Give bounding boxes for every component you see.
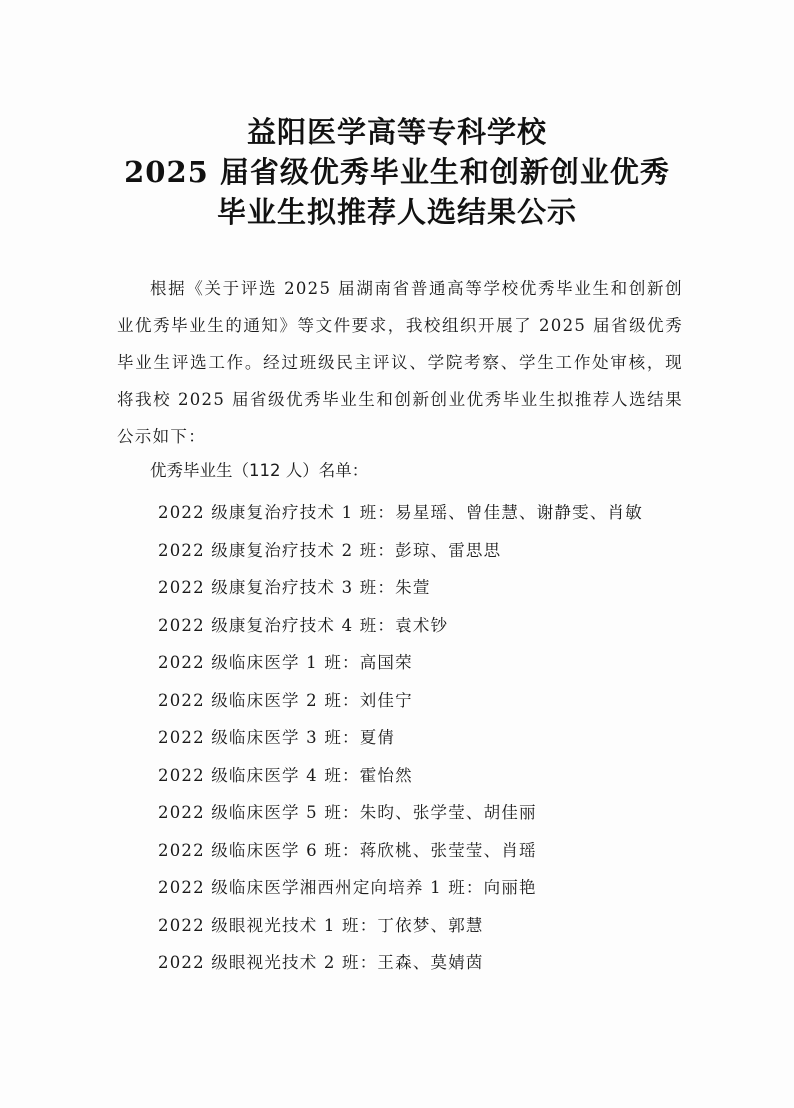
intro-section (117, 270, 683, 455)
list-item: 2022 级临床医学 3 班：夏倩 (158, 728, 396, 747)
list-item: 2022 级临床医学 6 班：蒋欣桃、张莹莹、肖瑶 (158, 840, 537, 860)
list-item: 2022 级眼视光技术 2 班：王森、莫婧茵 (158, 953, 484, 972)
title-line-award: 2025 届省级优秀毕业生和创新创业优秀 (124, 155, 670, 189)
list-item: 2022 级临床医学 4 班：霍怡然 (158, 765, 413, 785)
list-heading: 优秀毕业生（112 人）名单： (150, 461, 369, 480)
award-list (158, 494, 698, 982)
list-item: 2022 级康复治疗技术 1 班：易星瑶、曾佳慧、谢静雯、肖敏 (158, 503, 643, 522)
list-item: 2022 级临床医学 5 班：朱昀、张学莹、胡佳丽 (158, 803, 537, 822)
document-title (0, 112, 794, 232)
list-item: 2022 级康复治疗技术 4 班：袁术钞 (158, 615, 449, 635)
title-line-school: 益阳医学高等专科学校 (246, 115, 547, 149)
list-item: 2022 级临床医学 2 班：刘佳宁 (158, 690, 413, 710)
list-item: 2022 级临床医学湘西州定向培养 1 班：向丽艳 (158, 878, 537, 897)
list-item: 2022 级康复治疗技术 2 班：彭琼、雷思思 (158, 540, 502, 560)
title-line-notice: 毕业生拟推荐人选结果公示 (216, 195, 577, 229)
list-item: 2022 级康复治疗技术 3 班：朱萱 (158, 578, 431, 597)
intro-paragraph: 根据《关于评选 2025 届湖南省普通高等学校优秀毕业生和创新创业优秀毕业生的通知》等文件要求，我校组织开展了 2025 届省级优秀毕业生评选工作。经过班级民主评议、学院考察、学生工作处审核，现将我校 2025 届省级优秀毕业生和创新创业优秀毕业生拟推荐人选结果公示如下： (117, 279, 683, 446)
list-item: 2022 级临床医学 1 班：高国荣 (158, 653, 413, 672)
list-item: 2022 级眼视光技术 1 班：丁依梦、郭慧 (158, 915, 484, 935)
